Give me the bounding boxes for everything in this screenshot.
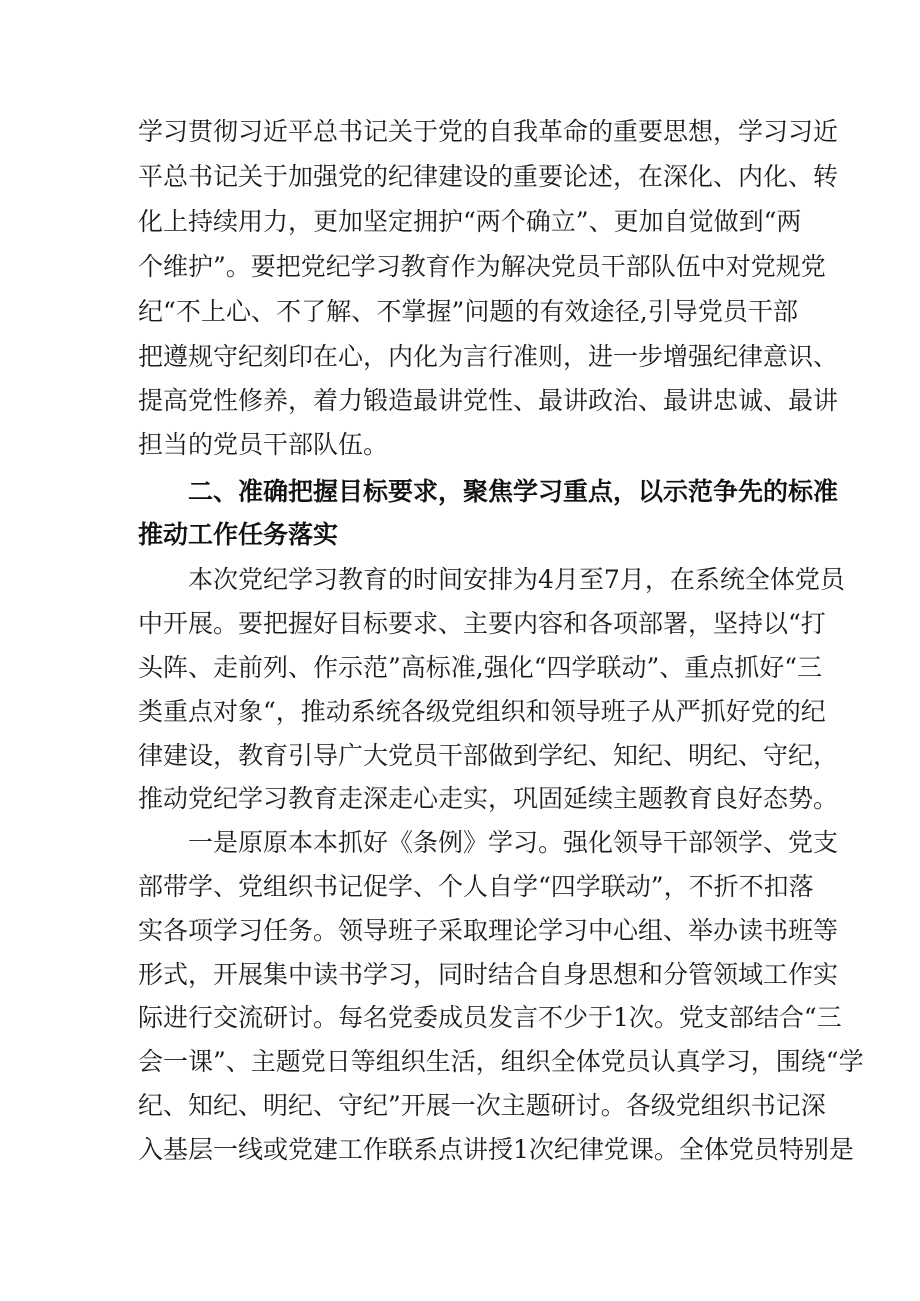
paragraph-line: 会一课”、主题党日等组织生活，组织全体党员认真学习，围绕“学 — [138, 1047, 864, 1076]
paragraph-line: 入基层一线或党建工作联系点讲授1次纪律党课。全体党员特别是 — [138, 1135, 854, 1164]
paragraph-line: 把遵规守纪刻印在心，内化为言行准则，进一步增强纪律意识、 — [138, 342, 839, 371]
paragraph-line: 个维护”。要把党纪学习教育作为解决党员干部队伍中对党规党 — [138, 252, 826, 281]
paragraph-line: 化上持续用力，更加坚定拥护“两个确立”、更加自觉做到“两 — [138, 207, 802, 236]
paragraph-line: 中开展。要把握好目标要求、主要内容和各项部署，坚持以“打 — [138, 609, 826, 638]
paragraph-line: 纪、知纪、明纪、守纪”开展一次主题研讨。各级党组织书记深 — [138, 1091, 826, 1120]
heading-line: 二、准确把握目标要求，聚焦学习重点，以示范争先的标准 — [188, 477, 839, 506]
paragraph-line: 平总书记关于加强党的纪律建设的重要论述，在深化、内化、转 — [138, 162, 839, 191]
paragraph-line: 本次党纪学习教育的时间安排为4月至7月，在系统全体党员 — [188, 565, 845, 594]
heading-line: 推动工作任务落实 — [138, 520, 339, 549]
paragraph-line: 担当的党员干部队伍。 — [138, 430, 389, 459]
paragraph-line: 律建设，教育引导广大党员干部做到学纪、知纪、明纪、守纪， — [138, 741, 839, 770]
paragraph-line: 提高党性修养，着力锻造最讲党性、最讲政治、最讲忠诚、最讲 — [138, 386, 839, 415]
paragraph-line: 纪“不上心、不了解、不掌握”问题的有效途径,引导党员干部 — [138, 297, 798, 326]
paragraph-line: 学习贯彻习近平总书记关于党的自我革命的重要思想，学习习近 — [138, 117, 839, 146]
paragraph-line: 实各项学习任务。领导班子采取理论学习中心组、举办读书班等 — [138, 916, 839, 945]
paragraph-line: 形式，开展集中读书学习，同时结合自身思想和分管领域工作实 — [138, 960, 839, 989]
paragraph-line: 头阵、走前列、作示范”高标准,强化“四学联动”、重点抓好“三 — [138, 653, 823, 682]
paragraph-line: 一是原原本本抓好《条例》学习。强化领导干部领学、党支 — [188, 828, 839, 857]
paragraph-line: 部带学、党组织书记促学、个人自学“四学联动”，不折不扣落 — [138, 872, 814, 901]
paragraph-line: 推动党纪学习教育走深走心走实，巩固延续主题教育良好态势。 — [138, 784, 839, 813]
paragraph-line: 类重点对象“，推动系统各级党组织和领导班子从严抓好党的纪 — [138, 697, 826, 726]
paragraph-line: 际进行交流研讨。每名党委成员发言不少于1次。党支部结合“三 — [138, 1003, 842, 1032]
